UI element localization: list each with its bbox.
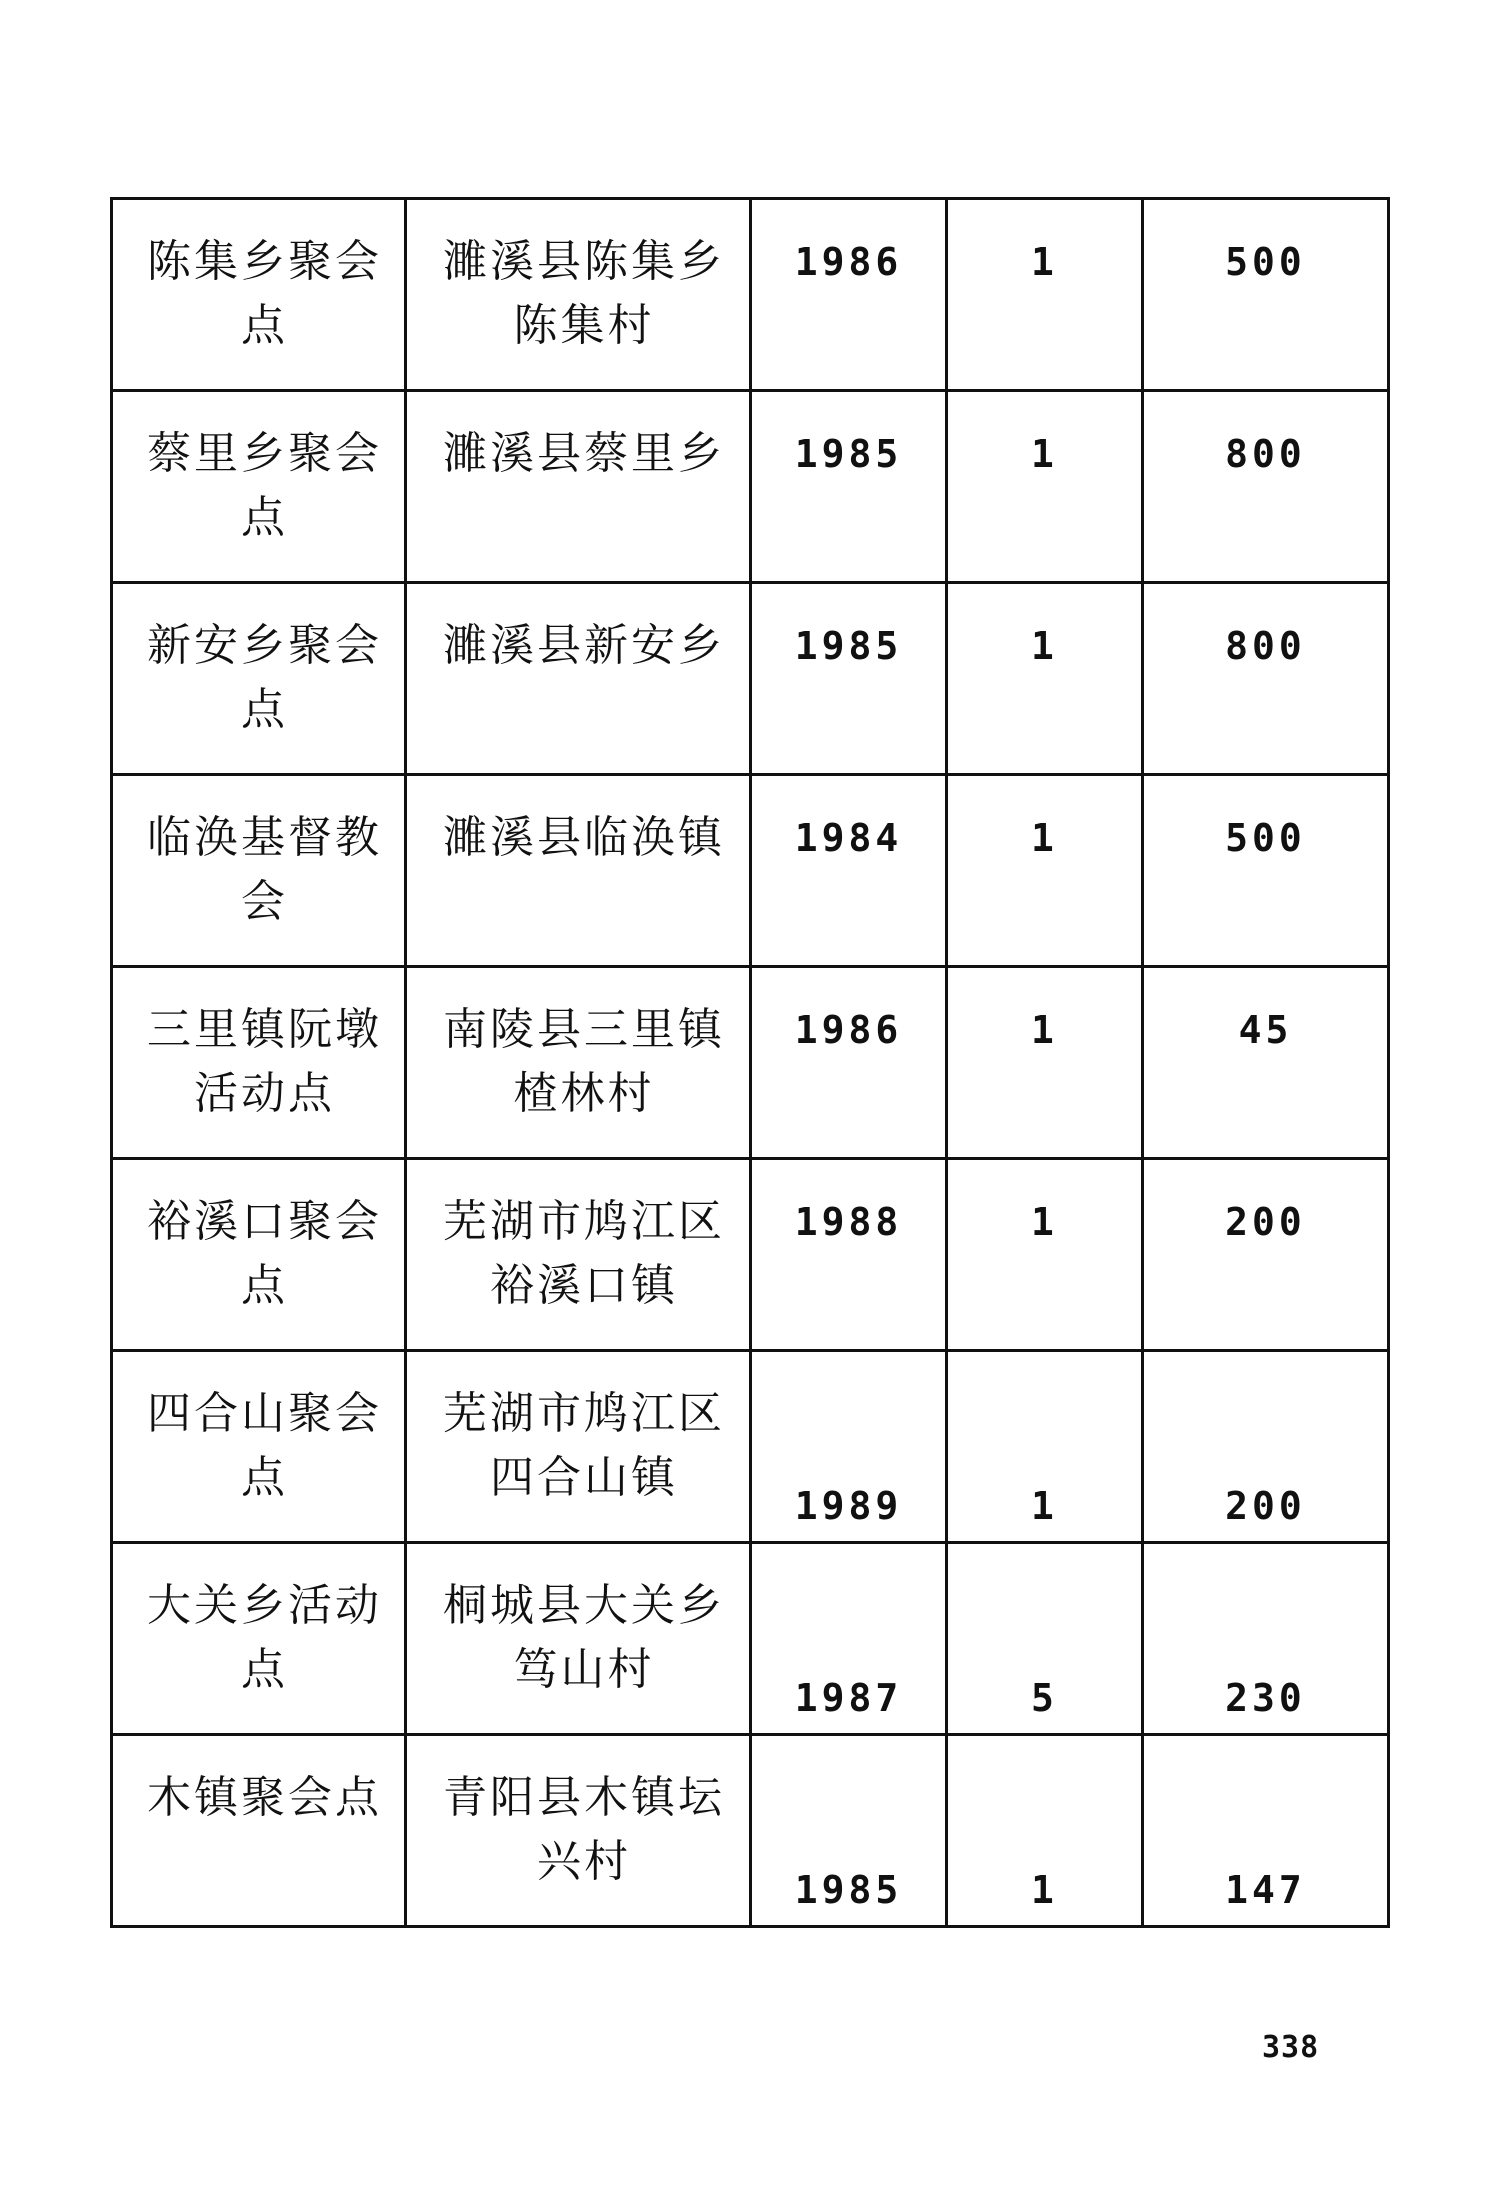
site-address: 青阳县木镇坛兴村 [443, 1772, 725, 1887]
site-address: 芜湖市鸠江区四合山镇 [443, 1388, 725, 1503]
people-value: 45 [1238, 1008, 1293, 1052]
count-value: 1 [1031, 432, 1058, 476]
count-value: 1 [1031, 1008, 1058, 1052]
site-address: 濉溪县陈集乡陈集村 [443, 236, 725, 351]
table-row [112, 1543, 1389, 1735]
name-cell [112, 1735, 406, 1927]
records-table [110, 197, 1390, 1928]
people-value: 500 [1225, 240, 1306, 284]
address-cell [406, 199, 751, 391]
table-row [112, 1351, 1389, 1543]
name-cell [112, 1543, 406, 1735]
year-value: 1988 [794, 1200, 903, 1244]
year-value: 1987 [794, 1676, 903, 1720]
count-cell [947, 1351, 1143, 1543]
people-cell [1143, 1735, 1389, 1927]
year-cell [751, 1735, 947, 1927]
count-cell [947, 391, 1143, 583]
address-cell [406, 1351, 751, 1543]
site-address: 芜湖市鸠江区裕溪口镇 [443, 1196, 725, 1311]
page-number: 338 [1262, 2030, 1320, 2065]
people-value: 800 [1225, 432, 1306, 476]
address-cell [406, 583, 751, 775]
name-cell [112, 1159, 406, 1351]
count-value: 1 [1031, 1484, 1058, 1528]
count-cell [947, 199, 1143, 391]
people-value: 200 [1225, 1200, 1306, 1244]
year-value: 1989 [794, 1484, 903, 1528]
year-value: 1985 [794, 624, 903, 668]
site-name: 裕溪口聚会点 [147, 1196, 382, 1311]
people-cell [1143, 391, 1389, 583]
people-value: 230 [1225, 1676, 1306, 1720]
count-cell [947, 1735, 1143, 1927]
count-cell [947, 967, 1143, 1159]
name-cell [112, 775, 406, 967]
count-cell [947, 775, 1143, 967]
count-value: 1 [1031, 1200, 1058, 1244]
table-row [112, 775, 1389, 967]
year-cell [751, 1351, 947, 1543]
name-cell [112, 583, 406, 775]
site-name: 新安乡聚会点 [147, 620, 382, 735]
year-cell [751, 199, 947, 391]
table-row [112, 1735, 1389, 1927]
people-cell [1143, 1543, 1389, 1735]
site-name: 三里镇阮墩活动点 [147, 1004, 382, 1119]
site-address: 南陵县三里镇楂林村 [443, 1004, 725, 1119]
people-cell [1143, 967, 1389, 1159]
table-row [112, 199, 1389, 391]
people-cell [1143, 775, 1389, 967]
year-cell [751, 967, 947, 1159]
people-value: 500 [1225, 816, 1306, 860]
site-address: 濉溪县临涣镇 [443, 812, 725, 863]
people-value: 147 [1225, 1868, 1306, 1912]
count-value: 1 [1031, 240, 1058, 284]
year-cell [751, 1543, 947, 1735]
site-name: 蔡里乡聚会点 [147, 428, 382, 543]
address-cell [406, 391, 751, 583]
people-value: 200 [1225, 1484, 1306, 1528]
people-cell [1143, 1351, 1389, 1543]
table-row [112, 967, 1389, 1159]
count-value: 1 [1031, 624, 1058, 668]
year-cell [751, 1159, 947, 1351]
name-cell [112, 1351, 406, 1543]
site-name: 大关乡活动点 [147, 1580, 382, 1695]
name-cell [112, 967, 406, 1159]
people-cell [1143, 1159, 1389, 1351]
year-cell [751, 391, 947, 583]
name-cell [112, 391, 406, 583]
count-cell [947, 1543, 1143, 1735]
year-cell [751, 775, 947, 967]
year-value: 1984 [794, 816, 903, 860]
year-value: 1986 [794, 1008, 903, 1052]
site-name: 四合山聚会点 [147, 1388, 382, 1503]
table-row [112, 583, 1389, 775]
year-value: 1986 [794, 240, 903, 284]
site-address: 濉溪县蔡里乡 [443, 428, 725, 479]
address-cell [406, 775, 751, 967]
table-row [112, 1159, 1389, 1351]
site-address: 桐城县大关乡笃山村 [443, 1580, 725, 1695]
count-value: 5 [1031, 1676, 1058, 1720]
count-cell [947, 1159, 1143, 1351]
count-cell [947, 583, 1143, 775]
year-cell [751, 583, 947, 775]
year-value: 1985 [794, 432, 903, 476]
address-cell [406, 1543, 751, 1735]
table-row [112, 391, 1389, 583]
site-name: 临涣基督教会 [147, 812, 382, 927]
people-value: 800 [1225, 624, 1306, 668]
address-cell [406, 1159, 751, 1351]
count-value: 1 [1031, 816, 1058, 860]
address-cell [406, 967, 751, 1159]
year-value: 1985 [794, 1868, 903, 1912]
site-name: 木镇聚会点 [147, 1772, 382, 1823]
site-name: 陈集乡聚会点 [147, 236, 382, 351]
people-cell [1143, 199, 1389, 391]
people-cell [1143, 583, 1389, 775]
name-cell [112, 199, 406, 391]
count-value: 1 [1031, 1868, 1058, 1912]
address-cell [406, 1735, 751, 1927]
site-address: 濉溪县新安乡 [443, 620, 725, 671]
